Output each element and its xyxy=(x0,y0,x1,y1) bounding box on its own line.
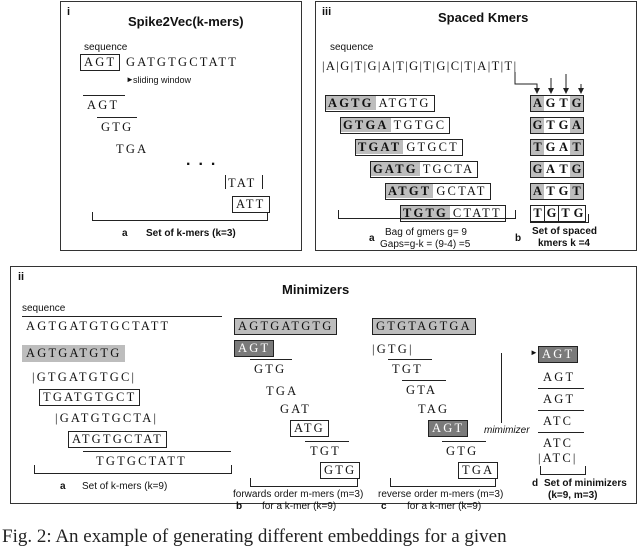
kmer-text: GTGATGTGC xyxy=(36,370,132,384)
panel-iii-caption-a2: Gaps=g-k = (9-4) =5 xyxy=(380,239,471,250)
selected-arrow-icon: ► xyxy=(530,348,538,357)
panel-ii-caption-c2: for a k-mer (k=9) xyxy=(407,501,482,512)
spaced-kmer xyxy=(530,183,584,200)
kmer-bar-icon: | xyxy=(55,411,60,425)
forward-mmer: TGT xyxy=(310,444,341,458)
spaced-kmer-letter: A xyxy=(558,140,569,154)
forward-mmer: TGA xyxy=(266,384,299,398)
spaced-kmer-letter: T xyxy=(531,140,544,155)
panel-iii-caption-a1: Bag of gmers g= 9 xyxy=(385,227,467,238)
gmer-row xyxy=(370,161,478,178)
panel-i-kmer-last: ATT xyxy=(232,196,270,213)
arrow-line xyxy=(515,72,537,92)
gmer-rest: TGTGC xyxy=(393,118,447,132)
forward-kmer: AGTGATGTG xyxy=(234,318,337,335)
panel-ii-bracket-a xyxy=(34,465,232,474)
spaced-kmer-letter: G xyxy=(544,206,558,221)
arrow-head-icon xyxy=(563,88,569,94)
panel-ii-kmer: ATGTGCTAT xyxy=(68,431,167,448)
panel-ii-caption-a: Set of k-mers (k=9) xyxy=(82,481,168,492)
forward-mmer: GTG xyxy=(254,362,287,376)
forward-minimizer: AGT xyxy=(234,340,274,357)
spaced-kmer-letter: T xyxy=(558,206,572,221)
panel-iii-title: Spaced Kmers xyxy=(438,10,529,25)
gmer-highlight: TGTG xyxy=(403,206,448,220)
panel-ii-caption-d1: Set of minimizers xyxy=(544,478,627,489)
gmer-rest: TGCTA xyxy=(422,162,475,176)
panel-ii-caption-letter-c: c xyxy=(381,501,387,512)
panel-iii-sequence: |A|G|T|G|A|T|G|T|G|C|T|A|T|T| xyxy=(322,59,518,73)
panel-i-kmer: GTG xyxy=(101,120,134,134)
spaced-kmer-letter: G xyxy=(532,118,543,132)
gmer-highlight: ATGT xyxy=(388,184,432,198)
gmer-row xyxy=(325,95,435,112)
kmer-bar-icon: | xyxy=(32,370,37,384)
gmer-highlight: AGTG xyxy=(328,96,374,110)
minimizer-pointer-line xyxy=(501,353,502,423)
mmer-bar-icon: | xyxy=(538,451,543,465)
panel-i-window: AGT xyxy=(80,54,120,71)
gmer-rest: GTGCT xyxy=(406,140,459,154)
panel-ii-caption-b1: forwards order m-mers (m=3) xyxy=(233,489,364,500)
forward-mmer: GAT xyxy=(280,402,311,416)
panel-ii-kmer xyxy=(32,369,136,385)
gmer-row xyxy=(340,117,450,134)
spaced-kmer-letter: G xyxy=(571,96,582,110)
gmer-row xyxy=(355,139,463,156)
reverse-mmer: TGT xyxy=(392,362,423,376)
arrow-head-icon xyxy=(578,88,584,94)
panel-iii-caption-b2: kmers k =4 xyxy=(538,238,590,249)
panel-ii-roman: ii xyxy=(18,271,25,283)
kmer-bar-icon: | xyxy=(153,411,159,425)
panel-iii-caption-b1: Set of spaced xyxy=(532,226,598,237)
mmer-text: GTG xyxy=(376,342,409,356)
gmer-rest: GCTAT xyxy=(436,184,487,198)
panel-iii-bracket-a xyxy=(338,210,516,219)
gmer-rest: ATGTG xyxy=(378,96,431,110)
arrow-head-icon xyxy=(548,88,554,94)
spaced-kmer xyxy=(530,117,584,134)
panel-ii-kmer: TGTGCTATT xyxy=(96,454,188,468)
panel-ii-kmer-first: AGTGATGTG xyxy=(22,345,125,362)
panel-i-ellipsis: ... xyxy=(186,152,224,169)
panel-i-caption-letter: a xyxy=(122,228,128,239)
forward-mmer-box: GTG xyxy=(320,462,360,479)
panel-iii-bracket-b xyxy=(530,214,589,223)
mmer-bar-icon: | xyxy=(572,451,578,465)
spaced-kmer-letter: G xyxy=(545,96,556,110)
kmer-bar-icon: | xyxy=(131,370,137,384)
spaced-kmer-letter: T xyxy=(559,162,568,176)
gmer-highlight: GTGA xyxy=(343,118,389,132)
reverse-mmer-bar xyxy=(442,441,486,442)
panel-ii-title: Minimizers xyxy=(282,282,350,297)
panel-i-kmer: TGA xyxy=(116,142,149,156)
panel-i-sequence-label: sequence xyxy=(84,42,128,53)
panel-ii-kmer-bar xyxy=(83,451,231,452)
panel-ii-sequence: AGTGATGTGCTATT xyxy=(26,319,171,333)
panel-ii-sequence-label: sequence xyxy=(22,303,66,314)
spaced-kmer-letter: G xyxy=(558,118,569,132)
arrow-head-icon xyxy=(534,88,540,94)
spaced-kmer-letter: G xyxy=(571,162,582,176)
spaced-kmer-letter: G xyxy=(558,184,569,198)
minimizer-set-item xyxy=(538,450,578,466)
mmer-bar-icon: | xyxy=(372,342,377,356)
forward-mmer-bar xyxy=(250,359,292,360)
panel-ii-bracket-d xyxy=(540,466,586,475)
spaced-kmer-letter: T xyxy=(546,184,555,198)
panel-ii-kmer: TGATGTGCT xyxy=(39,389,140,406)
minimizer-set-item: AGT xyxy=(543,370,576,384)
spaced-kmer-letter: T xyxy=(570,184,583,199)
spaced-kmer-letter: A xyxy=(532,184,543,198)
panel-ii-caption-d2: (k=9, m=3) xyxy=(548,490,598,501)
minimizer-set-bar xyxy=(538,432,584,433)
panel-iii-sequence-label: sequence xyxy=(330,42,374,53)
panel-ii-kmer xyxy=(55,410,158,426)
reverse-mmer: GTG xyxy=(446,444,479,458)
panel-i-roman: i xyxy=(67,6,71,18)
spaced-kmer-letter: T xyxy=(533,206,542,220)
spaced-kmer-letter: A xyxy=(532,96,543,110)
panel-iii-roman: iii xyxy=(322,6,332,18)
minimizer-set-bar xyxy=(538,388,584,389)
reverse-mmer: TAG xyxy=(418,402,450,416)
spaced-kmer xyxy=(530,161,584,178)
gmer-highlight: GATG xyxy=(373,162,418,176)
sliding-arrow-icon: ► xyxy=(126,75,134,84)
panel-ii-caption-c1: reverse order m-mers (m=3) xyxy=(378,489,504,500)
mmer-bar-icon: | xyxy=(409,342,414,356)
reverse-kmer: GTGTAGTGA xyxy=(372,318,476,335)
spaced-kmer-letter: T xyxy=(570,140,583,155)
minimizer-set-item: ATC xyxy=(543,436,574,450)
forward-mmer-bar xyxy=(305,441,349,442)
spaced-kmer-letter: G xyxy=(573,206,584,220)
panel-i-kmer: AGT xyxy=(87,98,120,112)
spaced-kmer xyxy=(530,139,584,156)
panel-i-sliding-label: sliding window xyxy=(133,75,192,85)
panel-ii-bracket-b xyxy=(250,478,358,487)
gmer-row xyxy=(385,183,491,200)
reverse-mmer-box: TGA xyxy=(458,462,498,479)
minimizer-set-item: AGT xyxy=(538,346,578,363)
spaced-kmer-letter: G xyxy=(532,162,543,176)
spaced-kmer-letter: A xyxy=(545,162,556,176)
reverse-minimizer: AGT xyxy=(428,420,468,437)
panel-ii-bracket-c xyxy=(390,478,496,487)
spaced-kmer-letter: A xyxy=(571,118,582,132)
mmer-text: ATC xyxy=(542,451,573,465)
panel-iii-caption-letter-b: b xyxy=(515,233,522,244)
minimizer-set-item: AGT xyxy=(543,392,576,406)
minimizer-set-item: ATC xyxy=(543,414,574,428)
minimizer-set-bar xyxy=(538,410,584,411)
reverse-mmer: GTA xyxy=(406,383,438,397)
panel-i-title: Spike2Vec(k-mers) xyxy=(128,14,244,29)
spaced-kmer-letter: G xyxy=(545,140,556,154)
forward-mmer-box: ATG xyxy=(290,420,329,437)
panel-ii-caption-letter-a: a xyxy=(60,481,66,492)
spaced-kmer xyxy=(530,95,584,112)
reverse-mmer xyxy=(372,341,414,357)
spaced-kmer-letter: T xyxy=(546,118,555,132)
figure-caption: Fig. 2: An example of generating different embeddings for a given xyxy=(2,526,507,547)
panel-ii-caption-letter-d: d xyxy=(532,478,539,489)
panel-i-sequence-tail: GATGTGCTATT xyxy=(126,55,239,69)
minimizer-label: mimimizer xyxy=(484,425,530,436)
panel-ii-caption-letter-b: b xyxy=(236,501,243,512)
panel-ii-caption-b2: for a k-mer (k=9) xyxy=(262,501,337,512)
gmer-rest: CTATT xyxy=(452,206,502,220)
panel-i-kmer: TAT xyxy=(228,176,257,190)
panel-ii-sequence-bar xyxy=(22,316,222,317)
panel-iii-caption-letter-a: a xyxy=(369,233,375,244)
gmer-highlight: TGAT xyxy=(358,140,402,154)
reverse-mmer-bar xyxy=(388,359,432,360)
reverse-mmer-bar xyxy=(402,380,446,381)
spaced-kmer-letter: T xyxy=(559,96,568,110)
panel-i-caption: Set of k-mers (k=3) xyxy=(146,228,236,239)
kmer-text: GATGTGCTA xyxy=(59,411,154,425)
